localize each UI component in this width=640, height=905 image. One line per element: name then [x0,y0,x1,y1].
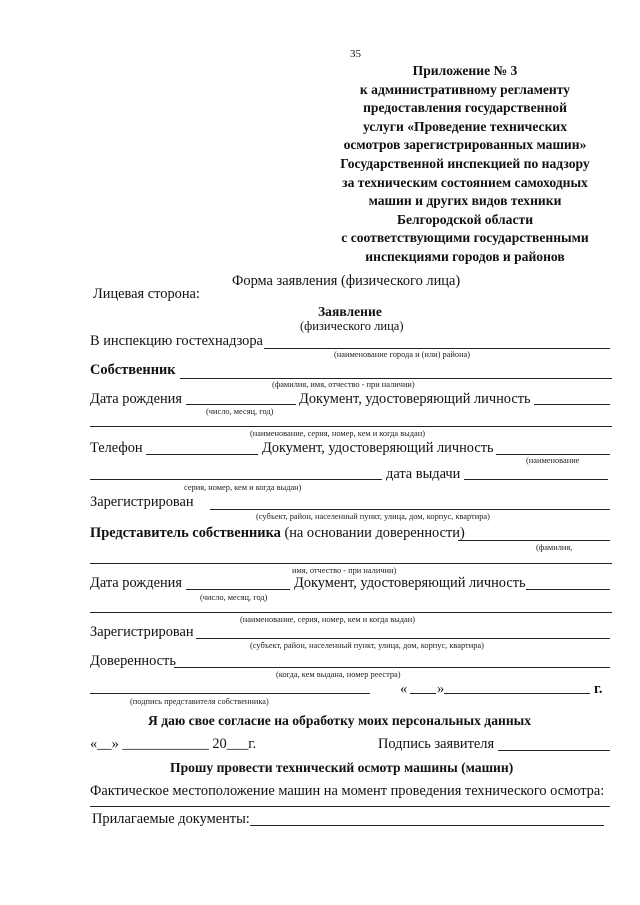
phone-field[interactable] [146,454,258,455]
year-suffix: г. [594,681,603,697]
applicant-sign-field[interactable] [498,750,610,751]
id-doc-details-field-2[interactable] [90,612,612,613]
front-side-label: Лицевая сторона: [93,286,200,302]
registered-label: Зарегистрирован [90,494,194,510]
rep-signature-field[interactable] [90,693,370,694]
caption-family-short: (фамилия, [536,543,573,552]
caption-fio: (фамилия, имя, отчество - при наличии) [272,380,415,389]
application-subtitle: (физического лица) [300,319,404,333]
inspection-label: В инспекцию гостехнадзора [90,333,263,349]
caption-proxy: (когда, кем выдана, номер реестра) [276,670,401,679]
owner-field[interactable] [180,378,612,379]
consent-text: Я даю свое согласие на обработку моих персональных данных [148,713,532,728]
registered-field[interactable] [210,509,610,510]
form-title: Форма заявления (физического лица) [232,273,461,289]
appendix-line: услуги «Проведение технических [362,118,568,134]
phone-label: Телефон [90,440,143,456]
appendix-line: к административному регламенту [359,81,571,97]
page-number: 35 [350,48,361,60]
proxy-field[interactable] [174,667,610,668]
registered-label-2: Зарегистрирован [90,624,194,640]
caption-rep-sign: (подпись представителя собственника) [130,697,269,706]
rep-month-year-field[interactable] [444,693,590,694]
representative-rest: (на основании доверенности) [280,525,465,541]
issue-date-field[interactable] [464,479,608,480]
dob-field[interactable] [186,404,296,405]
location-field[interactable] [90,806,610,807]
applicant-sign-label: Подпись заявителя [378,736,495,752]
registered-field-2[interactable] [196,638,610,639]
caption-fio-rest: имя, отчество - при наличии) [292,566,397,575]
id-doc-details-field[interactable] [90,426,612,427]
owner-label: Собственник [90,362,176,378]
dob-label: Дата рождения [90,391,182,407]
date-quote-close: » [437,681,445,697]
caption-address-2: (субъект, район, населенный пункт, улица, дом, корпус, квартира) [250,641,484,650]
appendix-line: Белгородской области [396,211,534,227]
caption-address: (субъект, район, населенный пункт, улица, дом, корпус, квартира) [256,512,490,521]
attached-label: Прилагаемые документы: [92,811,250,827]
caption-city: (наименование города и (или) района) [334,350,471,359]
location-label: Фактическое местоположение машин на момент проведения технического осмотра: [90,783,605,799]
application-title: Заявление [318,304,382,319]
representative-field[interactable] [458,540,610,541]
id-doc-label-3: Документ, удостоверяющий личность [294,575,526,591]
representative-bold: Представитель собственника [90,525,281,541]
appendix-line: Приложение № 3 [412,63,518,78]
issue-date-label: дата выдачи [386,466,461,482]
dob-label-2: Дата рождения [90,575,182,591]
caption-doc-2: (наименование, серия, номер, кем и когда выдан) [240,615,416,624]
caption-date-2: (число, месяц, год) [200,593,268,602]
id-doc-label-2: Документ, удостоверяющий личность [262,440,494,456]
appendix-line: инспекциями городов и районов [365,248,565,264]
appendix-line: машин и других видов техники [368,193,562,209]
caption-doc: (наименование, серия, номер, кем и когда выдан) [250,429,426,438]
representative-label [90,525,465,542]
rep-day-field[interactable] [410,693,436,694]
date-quote-open: « [400,681,408,697]
appendix-line: с соответствующими государственными [341,230,589,246]
dob-field-2[interactable] [186,589,290,590]
caption-date: (число, месяц, год) [206,407,274,416]
appendix-line: осмотров зарегистрированных машин» [343,137,587,153]
proxy-label: Доверенность [90,653,176,669]
id-doc-label: Документ, удостоверяющий личность [299,391,531,407]
caption-name-short: (наименование [526,456,580,465]
id-doc-field-3[interactable] [526,589,610,590]
caption-series: серия, номер, кем и когда выдан) [184,483,302,492]
inspection-field[interactable] [264,348,610,349]
appendix-line: за техническим состоянием самоходных [342,174,588,190]
id-doc-field-2[interactable] [496,454,610,455]
appendix-header [312,62,618,267]
date-line[interactable]: «__» ____________ 20___г. [90,736,257,752]
appendix-line: предоставления государственной [363,100,567,116]
attached-field[interactable] [250,825,604,826]
request-text: Прошу провести технический осмотр машины (машин) [170,760,514,775]
id-doc-field[interactable] [534,404,610,405]
id-doc-series-field[interactable] [90,479,382,480]
representative-name-field[interactable] [90,563,612,564]
appendix-line: Государственной инспекцией по надзору [340,155,590,171]
